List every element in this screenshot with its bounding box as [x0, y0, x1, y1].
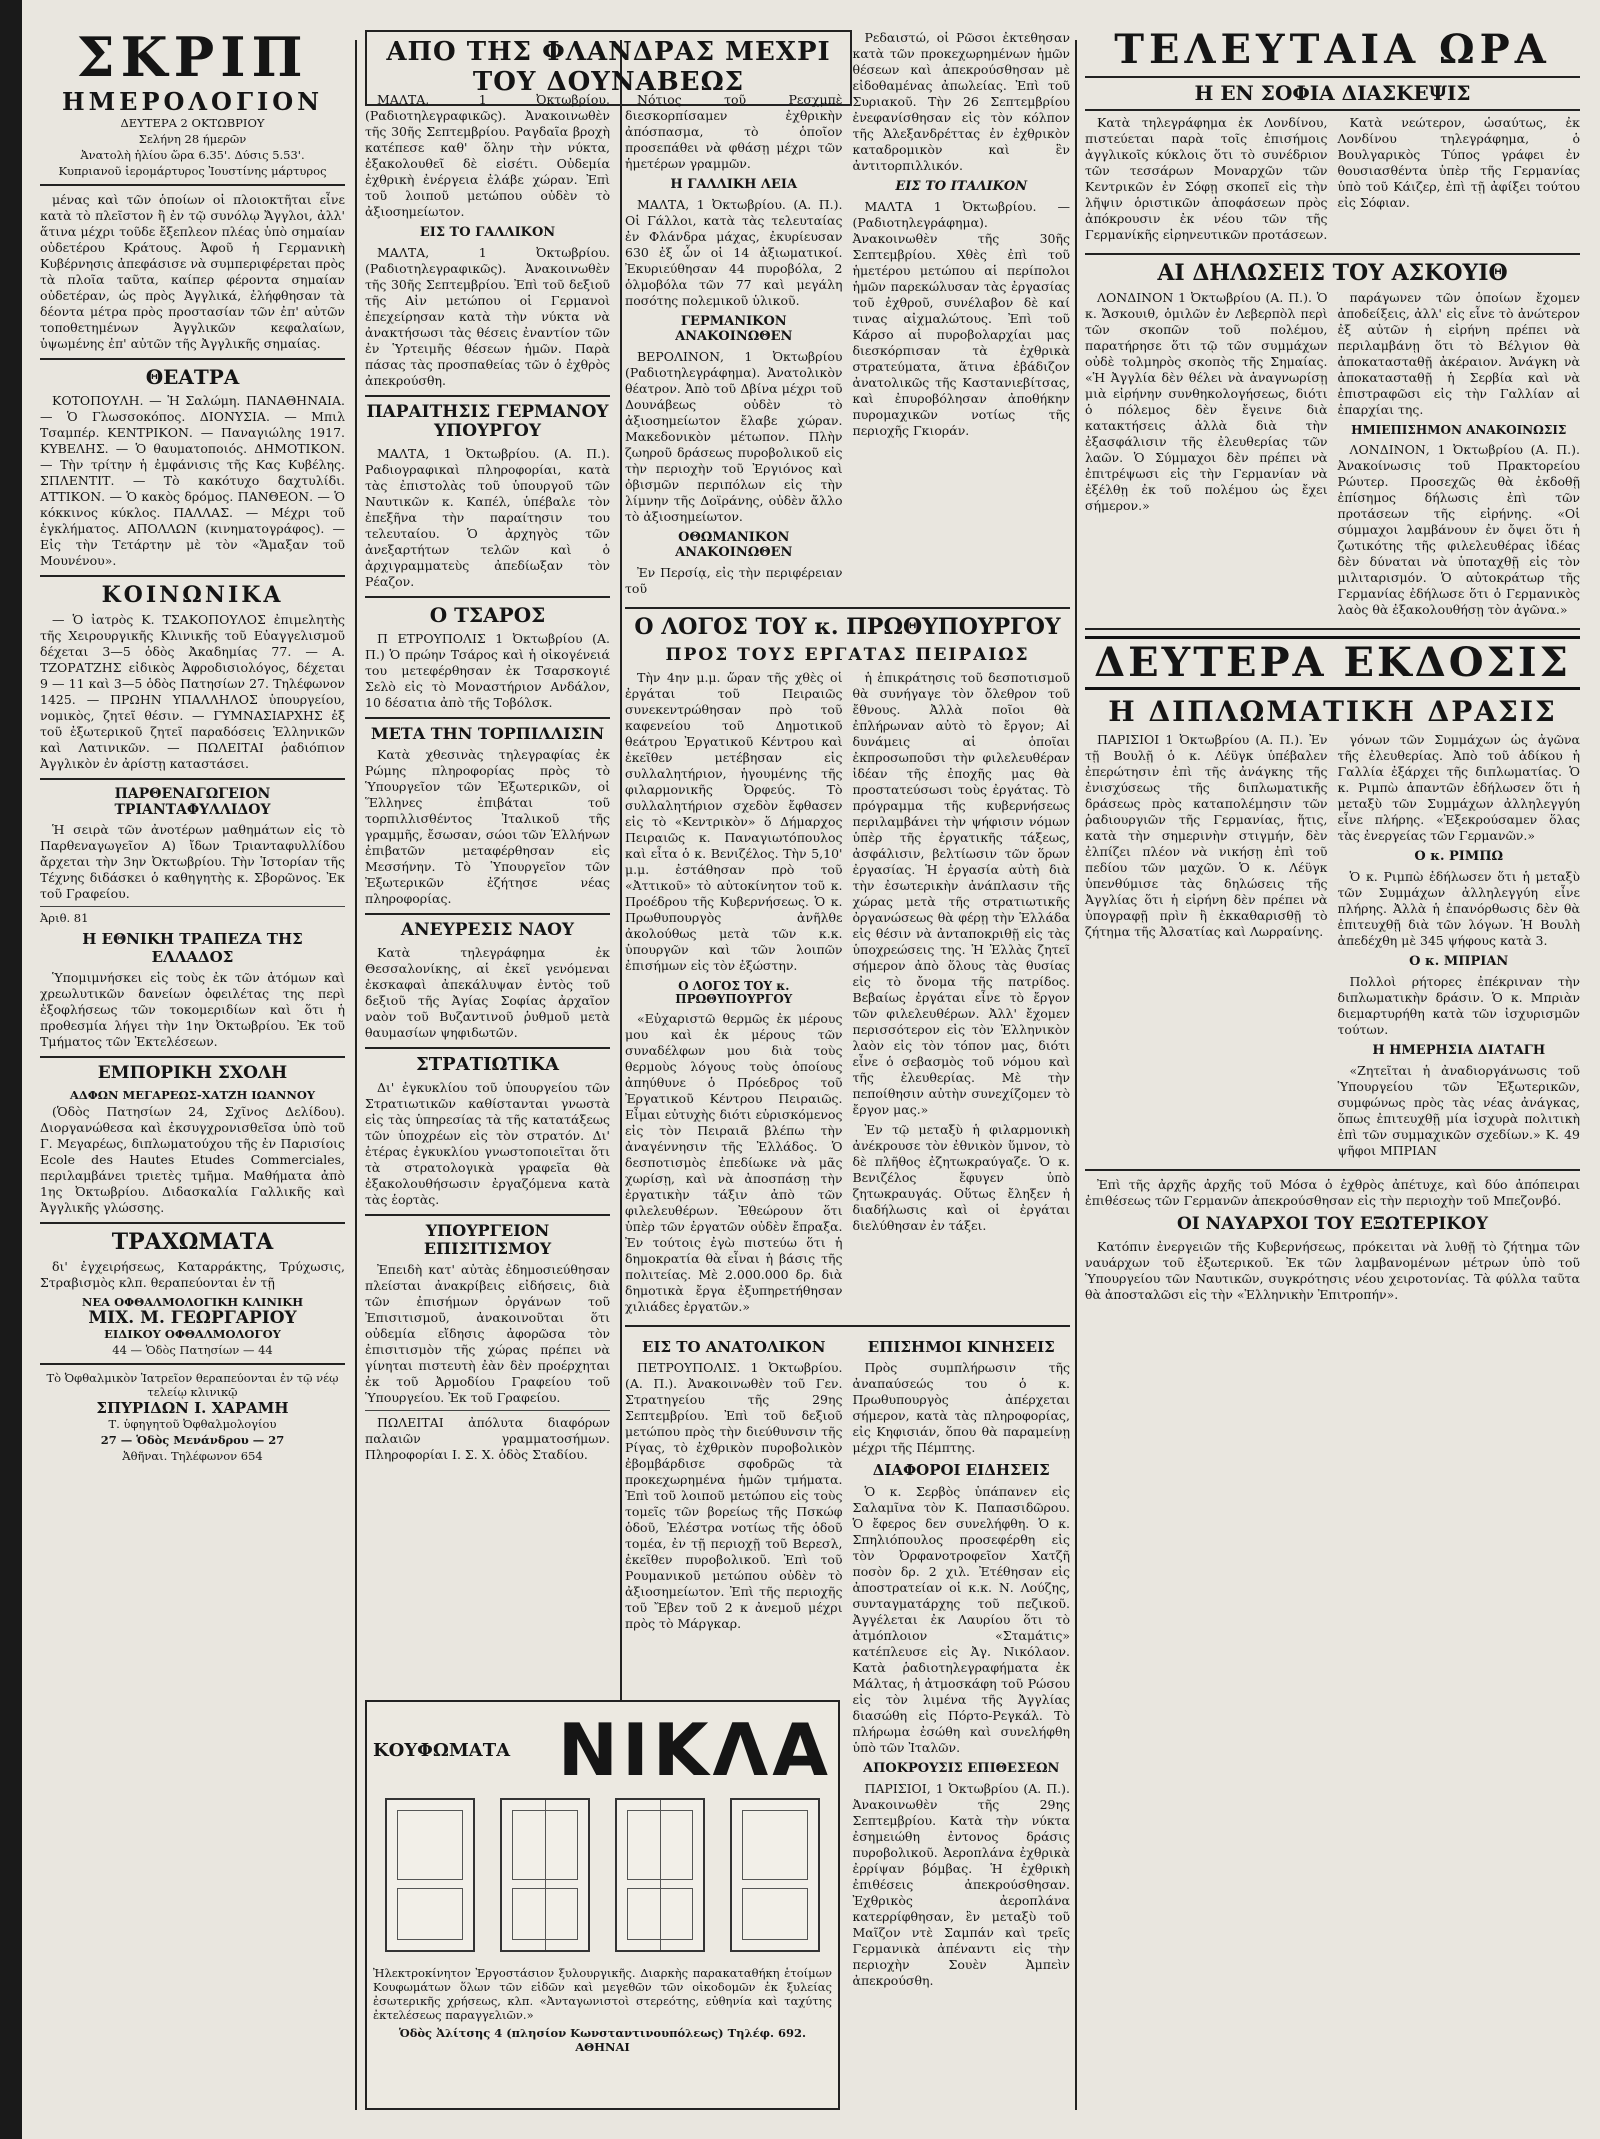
second-edition-masthead: ΔΕΥΤΕΡΑ ΕΚΔΟΣΙΣ: [1085, 636, 1580, 690]
ad-caption: Ἠλεκτροκίνητον Ἐργοστάσιον ξυλουργικῆς. Διαρκὴς παρακαταθήκη ἑτοίμων Κουφωμάτων ὅλων τῶν εἰδῶν καὶ μεγεθῶν τῶν οἰκοδομῶν ἐκ ξυλείας ἐσωτερικῆς χρήσεως, κλπ. «Ἀνταγωνιστοὶ στερεότης, εὐθηνία καὶ ταχύτης ἐκτελέσεως παραγγελιῶν.»: [373, 1966, 832, 2022]
divider: [1085, 253, 1580, 255]
military-text: Δι' ἐγκυκλίου τοῦ ὑπουργείου τῶν Στρατιωτικῶν καθίστανται γνωστὰ εἰς τὰς ὑπηρεσίας τὰ τῆς κατατάξεως τῶν ὑποχρέων εἰς τὸν στρατόν. Δι' ἑτέρας ἐγκυκλίου γνωστοποιεῖται ὅτι τὰ στρατολογικὰ γραφεῖα θὰ ἐξακολουθήσωσιν ἐργαζόμενα κατὰ τὰς ἑορτὰς.: [365, 1079, 610, 1207]
bank-notice: Ὑπομιμνήσκει εἰς τοὺς ἐκ τῶν ἀτόμων καὶ χρεωλυτικῶν δανείων ὀφειλέτας της περὶ ἐξοφλήσεως τῶν τοκομεριδίων καὶ ὅτι ἡ προθεσμία λήγει τὴν 1ην Ὀκτωβρίου. Ἐκ τοῦ Τμήματος τῶν Ἐκτελέσεων.: [40, 969, 345, 1049]
supply-heading: ΥΠΟΥΡΓΕΙΟΝ ΕΠΙΣΙΤΙΣΜΟΥ: [423, 1220, 552, 1259]
italian-front-heading: ΕΙΣ ΤΟ ΙΤΑΛΙΚΟΝ: [895, 179, 1028, 194]
clinic-address: 44 — Ὁδὸς Πατησίων — 44: [112, 1342, 273, 1357]
social-notes: — Ὁ ἰατρὸς Κ. ΤΣΑΚΟΠΟΥΛΟΣ ἐπιμελητὴς τῆς Χειρουργικῆς Κλινικῆς τοῦ Εὐαγγελισμοῦ δέχεται 3—5 ὁδὸς Ἀκαδημίας 77. — Α. ΤΖΟΡΑΤΖΗΣ εἰδικὸς Ἀφροδισιολόγος, δέχεται 9 — 11 καὶ 3—5 ὁδὸς Πατησίων 27. Τηλέφωνον 1425. — ΠΡΩΗΝ ΥΠΑΛΛΗΛΟΣ ὑπουργείου, νομικὸς, ζητεῖ θέσιν. — ΓΥΜΝΑΣΙΑΡΧΗΣ ἐξ τοῦ ἐξωτερικοῦ ζητεῖ παραδόσεις Ἑλληνικῶν καὶ Λατινικῶν. — ΠΩΛΕΙΤΑΙ ῥαδιόπιον Ἀγγλικὸν ἐν ἀρίστῃ καταστάσει.: [40, 612, 345, 772]
section-subheading: Ο ΛΟΓΟΣ ΤΟΥ κ. ΠΡΩΘΥΠΟΥΡΓΟΥ: [675, 978, 793, 1007]
bank-heading: Η ΕΘΝΙΚΗ ΤΡΑΠΕΖΑ ΤΗΣ ΕΛΛΑΔΟΣ: [82, 930, 303, 966]
sofia-body: [1085, 115, 1580, 247]
door-icon: [385, 1798, 475, 1952]
divider: [365, 596, 610, 598]
divider: [365, 717, 610, 719]
ad-category: ΚΟΥΦΩΜΑΤΑ: [373, 1739, 511, 1761]
pm-speech-subheading: ΠΡΟΣ ΤΟΥΣ ΕΡΓΑΤΑΣ ΠΕΙΡΑΙΩΣ: [665, 644, 1030, 665]
misc-news-text: Ὁ κ. Σερβὸς ὑπάπανεν εἰς Σαλαμῖνα τὸν Κ. Παπασιδῶρου. Ὁ ἔφερος δεν συνελήφθη. Ὁ κ. Σπηλιόπουλος προσεφέρθη εἰς τὸν Ὀρφανοτροφεῖον Χατζῆ ποσὸν δρ. 2 χιλ. Ἐτέθησαν εἰς ἀποστρατείαν οἱ κ.κ. Ν. Λούζης, συνταγματάρχης τοῦ πεζικοῦ. Ἀγγέλεται ἐκ Λαυρίου ὅτι τὸ ἀτμόπλοιον «Σταμάτις» κατέπλευσε εἰς Ἀγ. Νικόλαον. Κατὰ ῥαδιοτηλεγραφήματα ἐκ Μάλτας, ἡ ἀτμοσκάφη τοῦ Ρώσου εἰς τὸν λιμένα τῆς Ἀγγλίας διασώθη εἰς Πόρτο-Ρεγκάλ. Τὸ πλήρωμα ἐσώθη καὶ συνελήφθη ὑπὸ τῶν Ἰταλῶν.: [852, 1483, 1070, 1755]
divider: [40, 778, 345, 780]
scan-edge: [0, 0, 22, 2139]
article-text: Τὴν 4ην μ.μ. ὥραν τῆς χθὲς οἱ ἐργάται τοῦ Πειραιῶς συνεκεντρώθησαν πρὸ τοῦ καφενείου τοῦ Δημοτικοῦ θεάτρου Ἐργατικοῦ Κέντρου καὶ ἐκεῖθεν μετέβησαν εἰς συλλαλητήριον, ἡγουμένης τῆς φιλαρμονικῆς Ὀρφεύς. Τὸ συλλαλητήριον σχεδὸν ἔφθασεν εἰς τὸ «Κεντρικὸν» ὅ Δήμαρχος Πειραιῶς κ. Παναγιωτόπουλος καὶ εἶτα ὁ κ. Βενιζέλος. Τὴν 5,10' μ.μ. ἐστάθησαν πρὸ τοῦ «Ἀττικοῦ» τὸ αὐτοκίνητον τοῦ κ. Προέδρου τῆς Κυβερνήσεως. Ὁ κ. Πρωθυπουργὸς ἀνῆλθε ἀκολούθως μετὰ τῶν κ.κ. ὑπουργῶν καὶ τῶν λοιπῶν ἐπισήμων εἰς τὸν ἐξώστην.: [625, 669, 843, 973]
resignation-heading: ΠΑΡΑΙΤΗΣΙΣ ΓΕΡΜΑΝΟΥ ΥΠΟΥΡΓΟΥ: [366, 401, 609, 442]
article-text: ΠΑΡΙΣΙΟΙ 1 Ὀκτωβρίου (Α. Π.). Ἐν τῇ Βουλῇ ὁ κ. Λέϋγκ ὑπέβαλεν ἐπερώτησιν ἐπὶ τῆς ἀνάγκης τῆς ἐνισχύσεως τῆς διπλωματικῆς δράσεως πρὸς καταπολέμησιν τῶν ῥαδιουργιῶν τῆς Γερμανίας, ἥτις, κατὰ τὴν σημερινὴν στιγμήν, δὲν ἐλπίζει πλέον νὰ νικήσῃ ἐπὶ τοῦ πεδίου τῶν μαχῶν. Ὁ κ. Λέϋγκ ὑπενθύμισε τὰς δηλώσεις τῆς Ἀγγλίας ὅτι ἡ εἰρήνη δὲν πρέπει νὰ ὑπογραφῇ πρὶν ἢ ἐκκαθαρισθῇ τὸ ζήτημα τῆς Ἀλσατίας καὶ Λωρραίνης.: [1085, 732, 1328, 940]
clinic2-footer: Ἀθῆναι. Τηλέφωνον 654: [122, 1448, 263, 1463]
ad-illustration: [373, 1792, 832, 1962]
divider: [40, 906, 345, 907]
article-text: μένας καὶ τῶν ὁποίων οἱ πλοιοκτῆται εἶνε κατὰ τὸ πλεῖστον ἢ ἐν τῷ συνόλῳ Ἄγγλοι, ἀλλ' ἅτινα μέχρι τοῦδε ἔξεπλεον πλέας ὑπὸ σημαίαν οὐδετέρου Κράτους. Ἀφοῦ ἡ Γερμανικὴ Κυβέρνησις ἀπεφάσισε νὰ συμπεριφέρεται πρὸς τὰ πλοῖα ταῦτα, καίπερ φέροντα σημαίαν οὐδετέραν, ὡς πρὸς Ἀγγλικά, ἐλήφθησαν τὰ δέοντα μέτρα πρὸς προστασίαν τῶν ἐπ' αὐτῶν τοποθετημένων Ἀγγλικῶν κεφαλαίων, ὑψωμένης ἐπ' αὐτῶν τῆς Ἀγγλικῆς σημαίας.: [40, 192, 345, 351]
eastern-front-text: ΠΕΤΡΟΥΠΟΛΙΣ. 1 Ὀκτωβρίου. (Α. Π.). Ἀνακοινωθὲν τοῦ Γεν. Στρατηγείου τῆς 29ης Σεπτεμβρίου. Ἐπὶ τοῦ δεξιοῦ μετώπου πρὸς τὴν διεύθυνσιν τῆς Ρίγας, τὸ ἐχθρικὸν πυροβολικὸν ἐβομβάρδισε σφοδρῶς τὰ προκεχωρημένα ἡμῶν τμήματα. Ἐπὶ τοῦ λοιποῦ μετώπου εἰς τοὺς τομεῖς τῶν βορείως τῆς Πσκώφ ὁδοῦ, Ἐλέστρα νοτίως τῆς ὁδοῦ τομέα, ἐν τῇ περιοχῇ τοῦ Βερεσλ, ἐκεῖθεν πυροβολικοῦ. Ἐπὶ τοῦ Ρουμανικοῦ μετώπου οὐδὲν τὸ ἀξιοσημείωτον. Ἐπὶ τῆς περιοχῆς τοῦ Ἔβεν τοῦ 2 κ ἀνεμοῦ μέχρι πρὸς τὸ Μάργκαρ.: [625, 1360, 843, 1632]
almanac-line: Ἀνατολὴ ἡλίου ὥρα 6.35'. Δύσις 5.53'.: [80, 148, 305, 162]
divider: [1085, 1169, 1580, 1171]
school-heading: ΠΑΡΘΕΝΑΓΩΓΕΙΟΝ ΤΡΙΑΝΤΑΦΥΛΛΙΔΟΥ: [114, 786, 271, 819]
almanac-line: Κυπριανοῦ ἱερομάρτυρος Ἰουστίνης μάρτυρος: [58, 164, 327, 178]
ottoman-communique-text: Ἐν Περσίᾳ, εἰς τὴν περιφέρειαν τοῦ: [625, 564, 843, 596]
door-icon: [500, 1798, 590, 1952]
semiofficial-text: ΛΟΝΔΙΝΟΝ, 1 Ὀκτωβρίου (Α. Π.). Ἀνακοίνωσις τοῦ Πρακτορείου Ρώυτερ. Προσεχῶς θὰ ἐκδοθῇ ἐπίσημος δήλωσις ἐπὶ τῶν προτάσεων τῆς εἰρήνης. «Οἱ σύμμαχοι λαμβάνουν ἐν ὄψει ὅτι ἡ ζωτικότης τῆς φιλελευθέρας ἰδέας δὲν δύναται νὰ ὑποταχθῇ εἰς τὸν μιλιταρισμόν. Ὁ αὐτοκράτωρ τῆς Γερμανίας ἐδήλωσε ὅτι ὁ Γερμανικὸς λαὸς θὰ ἐξακολουθήσῃ τὸν ἀγῶνα.»: [1337, 442, 1580, 618]
commercial-school-heading: ΕΜΠΟΡΙΚΗ ΣΧΟΛΗ: [97, 1062, 288, 1083]
official-movements-heading: ΕΠΙΣΗΜΟΙ ΚΙΝΗΣΕΙΣ: [867, 1338, 1055, 1357]
semiofficial-heading: ΗΜΙΕΠΙΣΗΜΟΝ ΑΝΑΚΟΙΝΩΣΙΣ: [1351, 423, 1567, 438]
divider: [40, 184, 345, 186]
divider: [625, 1325, 1070, 1327]
article-text: ΜΑΛΤΑ, 1 Ὀκτωβρίου. (Ραδιοτηλεγραφικῶς). Ἀνακοινωθὲν τῆς 30ῆς Σεπτεμβρίου. Ραγδαῖα βροχὴ κατέπεσε καθ' ὅλην τὴν νύκτα, ἐξακολουθεῖ δὲ εἰσέτι. Οὐδεμία ἐχθρικὴ ἐνέργεια ἐλάβε χώραν. Ἐπὶ τοῦ λοιποῦ μετώπου οὐδὲν τὸ ἀξιοσημείωτον.: [365, 92, 610, 219]
tsar-text: Π ΕΤΡΟΥΠΟΛΙΣ 1 Ὀκτωβρίου (Α. Π.) Ὁ πρώην Τσάρος καὶ ἡ οἰκογένειά του μετεφέρθησαν ἐκ Τσαρσκογιέ Σελὸ εἰς τὸ Μοναστήριον Ανδάλον, 10 δέσατια ἀπὸ τῆς Τοβόλσκ.: [365, 631, 610, 711]
diplomatic-heading: Η ΔΙΠΛΩΜΑΤΙΚΗ ΔΡΑΣΙΣ: [1108, 695, 1557, 729]
military-heading: ΣΤΡΑΤΙΩΤΙΚΑ: [416, 1053, 559, 1075]
diplomatic-body: [1085, 732, 1580, 1163]
attacks-repelled-heading: ΑΠΟΚΡΟΥΣΙΣ ΕΠΙΘΕΣΕΩΝ: [863, 1760, 1060, 1776]
divider: [625, 607, 1070, 609]
column-rule: [355, 40, 357, 2110]
almanac-line: Σελήνη 28 ήμερῶν: [138, 132, 247, 146]
ad-brand: ΝΙΚΛΑ: [557, 1708, 832, 1792]
date-line: ΔΕΥΤΕΡΑ 2 ΟΚΤΩΒΡΙΟΥ: [120, 116, 265, 130]
school-notice: Ἡ σειρὰ τῶν ἀνοτέρων μαθημάτων εἰς τὸ Παρθεναγωγεῖον Α) ἴδων Τριανταφυλλίδου ἄρχεται τὴν 3ην Ὀκτωβρίου. Τὴν Ἱστορίαν τῆς Τέχνης διδάσκει ὁ καθηγητὴς κ. Σβορῶνος. Ἐκ τοῦ Γραφείου.: [40, 822, 345, 902]
ad-header: [373, 1708, 832, 1792]
clinic2-text: Τὸ Ὀφθαλμικὸν Ἰατρεῖον θεραπεύονται ἐν τῷ νέῳ τελείῳ κλινικῷ: [46, 1370, 339, 1399]
order-heading: Η ΗΜΕΡΗΣΙΑ ΔΙΑΤΑΓΗ: [1372, 1043, 1546, 1059]
column-1: [40, 25, 345, 2120]
article-text: ΛΟΝΔΙΝΟΝ 1 Ὀκτωβρίου (Α. Π.). Ὁ κ. Ἄσκουιθ, ὁμιλῶν ἐν Λεβερπὸλ περὶ τῶν σκοπῶν τοῦ πολέμου, παρατήρησε ὅτι τῷ τῶν συμμάχων οὐδὲ τολμηρὸς σκοπὸς τῆς Σημαίας. «Ἡ Ἀγγλία δὲν θέλει νὰ ἀναγνωρίσῃ μιὰ εἰρήνην συνθηκολογήσεως, διότι ὁ πόλεμος δὲν ἔγεινε διὰ κατακτήσεις ἀλλὰ διὰ τὴν ἐξασφάλισιν τῆς ἐλευθερίας τῶν λαῶν. Ὁ Σύμμαχοι δὲν πρέπει νὰ ἐπιτρέψωσι εἰς τὴν Γερμανίαν νὰ ἐξέλθῃ ἐκ τοῦ πολέμου ὡς ἔχει σήμερον.»: [1085, 290, 1328, 514]
german-communique-heading: ΓΕΡΜΑΝΙΚΟΝ ΑΝΑΚΟΙΝΩΘΕΝ: [675, 313, 793, 344]
article-text: Ρεδαιστώ, οἱ Ρῶσοι ἐκτεθησαν κατὰ τῶν προκεχωρημένων ἡμῶν θέσεων καὶ ἀπεκρούσθησαν μὲ εἰδοθαμένας ἀπωλείας. Ἐπὶ τοῦ Συριακοῦ. Τὴν 26 Σεπτεμβρίου ἐνεφανίσθησαν εἰς τὸν κόλπον τῆς Ἀλεξανδρέττας ἐν ἐχθρικὸν καταδρομικὸν καὶ ἓν ἀντιτορπιλλικόν.: [852, 30, 1070, 173]
order-text: «Ζητεῖται ἡ ἀναδιοργάνωσις τοῦ Ὑπουργείου τῶν Ἐξωτερικῶν, συμφώνως πρὸς τὰς νέας ἀνάγκας, ὅπως ἐπιτευχθῇ μία ἰσχυρὰ πολιτικὴ ἐπὶ τῶν συμμαχικῶν σχεδίων.» Κ. 49 ψῆφοι ΜΠΡΙΑΝ: [1337, 1063, 1580, 1159]
clinic2-sub: Τ. ὑφηγητοῦ Ὀφθαλμολογίου: [108, 1416, 277, 1431]
clinic-doctor: ΜΙΧ. Μ. ΓΕΩΡΓΑΡΙΟΥ: [88, 1307, 297, 1328]
section-subheading: Η ΓΑΛΛΙΚΗ ΛΕΙΑ: [670, 177, 798, 192]
admirals-heading: ΟΙ ΝΑΥΑΡΧΟΙ ΤΟΥ ΕΞΩΤΕΡΙΚΟΥ: [1176, 1214, 1488, 1235]
divider: [365, 913, 610, 915]
article-text: γόνων τῶν Συμμάχων ὡς ἀγῶνα τῆς ἐλευθερίας. Ἀπὸ τοῦ ἀδίκου ἡ Γαλλία ἐξάρχει τῆς διπλωματίας. Ὁ κ. Ριμπὼ ἀπαντῶν ἐδήλωσεν ὅτι ἡ μεταξὺ τῶν Συμμάχων ἀλληλεγγύη εἶνε πλήρης. «Ἐξεκρούσαμεν ὅλας τὰς ἐνεργείας τῶν Γερμανῶν.»: [1337, 732, 1580, 844]
torpedo-heading: ΜΕΤΑ ΤΗΝ ΤΟΡΠΙΛΛΙΣΙΝ: [370, 724, 605, 744]
resignation-text: ΜΑΛΤΑ, 1 Ὀκτωβρίου. (Α. Π.). Ραδιογραφικαὶ πληροφορίαι, κατὰ τὰς ἐπιστολὰς τοῦ ὑπουργοῦ τῶν Ναυτικῶν κ. Καπέλ, ὑπέβαλε τὸν ἐπεξῆνα τὴν παραίτησιν του τελευταίου. Ὁ ἀρχηγὸς τῶν ἀνεξαρτήτων τελῶν καὶ ὁ ἀρχιγραμματεὺς ἀπεδίωξαν τὸν Ρέαζον.: [365, 446, 610, 590]
eastern-front-heading: ΕΙΣ ΤΟ ΑΝΑΤΟΛΙΚΟΝ: [642, 1338, 826, 1357]
briand-heading: Ο κ. ΜΠΡΙΑΝ: [1409, 954, 1509, 970]
ribot-heading: Ο κ. ΡΙΜΠΩ: [1414, 849, 1504, 865]
clinic-line: ΝΕΑ ΟΦΘΑΛΜΟΛΟΓΙΚΗ ΚΛΙΝΙΚΗ: [81, 1294, 304, 1309]
notice-number: Ἀριθ. 81: [40, 911, 89, 926]
commercial-school-text: (Ὁδὸς Πατησίων 24, Σχῖνος Δελίδου). Διοργανώθεσα καὶ ἐκσυγχρονισθεῖσα ὑπὸ τοῦ Γ. Μεγαρέως, διπλωματούχου τῆς ἐν Παρισίοις Ecole des Hautes Etudes Commerciales, περιλαμβάνει τριετὲς τμῆμα. Μαθήματα ἀπὸ 1ης Ὀκτωβρίου. Διδασκαλία Γαλλικῆς καὶ Ἀγγλικῆς γλώσσης.: [40, 1103, 345, 1215]
ad-address: Ὁδὸς Ἀλίτσης 4 (πλησίον Κωνσταντινουπόλεως) Τηλέφ. 692. ΑΘΗΝΑΙ: [398, 2026, 807, 2054]
masthead-skrip: ΣΚΡΙΠ: [76, 25, 309, 89]
divider: [365, 1047, 610, 1049]
tsar-heading: Ο ΤΣΑΡΟΣ: [429, 603, 546, 628]
supply-text: Ἐπειδὴ κατ' αὐτὰς ἐδημοσιεύθησαν πλείσται ἀνακρίβεις εἰδήσεις, διὰ τῶν ἐπισήμων ὀργάνων τοῦ Ἐπισιτισμοῦ, ἀνακοινοῦται ὅτι οὐδεμία εἴδησις ἀφορῶσα τὸν ἐπισιτισμὸν τῆς χώρας πρέπει νὰ γίνηται πιστευτὴ ἐὰν δὲν προέρχηται ἐκ τοῦ Ἀρμοδίου Γραφείου τοῦ Ὑπουργείου. Ἐκ τοῦ Γραφείου.: [365, 1262, 610, 1406]
divider: [40, 1056, 345, 1058]
trachoma-heading: ΤΡΑΧΩΜΑΤΑ: [111, 1228, 274, 1255]
pm-speech-heading: Ο ΛΟΓΟΣ ΤΟΥ κ. ΠΡΩΘΥΠΟΥΡΓΟΥ: [634, 613, 1061, 640]
commercial-school-sub: ΑΔΦΩΝ ΜΕΓΑΡΕΩΣ-ΧΑΤΖΗ ΙΩΑΝΝΟΥ: [69, 1087, 316, 1102]
divider: [365, 1410, 610, 1411]
clinic2-doctor: ΣΠΥΡΙΔΩΝ Ι. ΧΑΡΑΜΗ: [96, 1398, 289, 1417]
front-banner: ΑΠΟ ΤΗΣ ΦΛΑΝΔΡΑΣ ΜΕΧΡΙ ΤΟΥ ΔΟΥΝΑΒΕΩΣ: [365, 30, 852, 106]
asquith-heading: ΑΙ ΔΗΛΩΣΕΙΣ ΤΟΥ ΑΣΚΟΥΙΘ: [1157, 260, 1508, 286]
briand-text: Πολλοὶ ρήτορες ἐπέκριναν τὴν διπλωματικὴν δράσιν. Ὁ κ. Μπριὰν διεμαρτυρήθη κατὰ τῶν ἰσχυρισμῶν τούτων.: [1337, 974, 1580, 1038]
divider: [365, 1214, 610, 1216]
social-heading: ΚΟΙΝΩΝΙΚΑ: [101, 582, 284, 608]
torpedo-text: Κατὰ χθεσινὰς τηλεγραφίας ἐκ Ρώμης πληροφορίας πρὸς τὸ Ὑπουργεῖον τῶν Ἐξωτερικῶν, οἱ Ἕλληνες ἐπιβάται τοῦ τορπιλλισθέντος Ἰταλικοῦ τῆς γραμμῆς, ἔσωσαν, σώοι τῶν Ἑλλήνων ἐπιβατῶν μεταφέρθησαν εἰς Μεσσήνην. Τὸ Ὑπουργεῖον τῶν Ἐξωτερικῶν ἐζήτησε νέας πληροφορίας.: [365, 747, 610, 907]
article-text: Ἐπὶ τῆς ἀρχῆς ἀρχῆς τοῦ Μόσα ὁ ἐχθρὸς ἀπέτυχε, καὶ δύο ἀπόπειραι ἐπιθέσεως τῶν Γερμανῶν ἀπεκρούσθησαν εἰς τὴν περιοχὴν τοῦ Μπεζονβό.: [1085, 1177, 1580, 1209]
asquith-body: [1085, 290, 1580, 622]
misc-news-heading: ΔΙΑΦΟΡΟΙ ΕΙΔΗΣΕΙΣ: [872, 1461, 1050, 1480]
article-text: Κατὰ τηλεγράφημα ἐκ Λονδίνου, πιστεύεται παρὰ τοῖς ἐπισήμοις ἀγγλικοῖς κύκλοις ὅτι τὸ συνέδριον τῶν τεσσάρων Μοναρχῶν τῶν Κεντρικῶν ἐν Σόφῃ σκοπεῖ εἰς τὴν λῆψιν ὁριστικῶν ἀποφάσεων πρὸς ἀπόκρουσιν ἐκ νέου τῶν τῆς Γερμανίκῆς εἰρηνευτικῶν προτάσεων.: [1085, 115, 1328, 242]
news-top-row: [625, 30, 1070, 601]
article-text: ΜΑΛΤΑ, 1 Ὀκτωβρίου. (Α. Π.). Οἱ Γάλλοι, κατὰ τὰς τελευταίας ἐν Φλάνδρα μάχας, ἐκυρίευσαν 630 ἐξ ὧν οἱ 14 ἀξιωματικοί. Ἐκυριεύθησαν 44 πυροβόλα, 2 ὁλμοβόλα τῶν 77 καὶ μεγάλη ποσότης πολεμικοῦ ὑλικοῦ.: [625, 196, 843, 308]
sofia-heading: Η ΕΝ ΣΟΦΙΑ ΔΙΑΣΚΕΨΙΣ: [1085, 76, 1580, 111]
column-4: [1085, 26, 1580, 2120]
column-rule: [1075, 40, 1077, 2110]
ribot-text: Ὁ κ. Ριμπὼ ἐδήλωσεν ὅτι ἡ μεταξὺ τῶν Συμμάχων ἀλληλεγγύη εἶνε πλήρης. Ἀλλὰ ἡ ἐπανόρθωσις δὲν θὰ ἐπιτευχθῇ διὰ τῶν λόγων. Ἡ Βουλὴ ἀπεδέχθη μὲ 345 ψήφους κατὰ 3.: [1337, 869, 1580, 949]
article-text: Κατὰ νεώτερον, ὡσαύτως, ἐκ Λονδίνου τηλεγράφημα, ὁ Βουλγαρικὸς Τύπος γράφει ἐν θουσιασθέντα ὑπὲρ τῆς Γερμανίας ὑπὸ τοῦ Κάιζερ, ἐπὶ τῇ ἀφίξει τούτου εἰς Σόφιαν.: [1337, 115, 1580, 210]
theatre-heading: ΘΕΑΤΡΑ: [145, 365, 240, 389]
article-text: Νότιος τοῦ Ρεσχμπὲ διεσκορπίσαμεν ἐχθρικὴν ἀπόσπασμα, τὸ ὁποῖον προσεπάθει νὰ φθάσῃ μέχρι τῶν ἡμετέρων γραμμῶν.: [625, 92, 843, 171]
article-text: Ἐν τῷ μεταξὺ ἡ φιλαρμονικὴ ἀνέκρουσε τὸν ἐθνικὸν ὕμνον, τὸ δὲ πλῆθος ἐζητωκραύγαζε. Ὁ κ. Βενιζέλος ἔφυγεν ὑπὸ ζητωκραυγάς. Οὕτως ἔληξεν ἡ διαδήλωσις καὶ οἱ ἐργάται διελύθησαν ἐν τάξει.: [852, 1121, 1070, 1233]
door-icon: [615, 1798, 705, 1952]
divider: [40, 1363, 345, 1365]
calendar-title: ΗΜΕΡΟΛΟΓΙΟΝ: [61, 87, 324, 116]
sale-notice: ΠΩΛΕΙΤΑΙ ἀπόλυτα διαφόρων παλαιῶν γραμματοσήμων. Πληροφορίαι Ι. Σ. Χ. ὁδὸς Σταδίου.: [365, 1415, 610, 1463]
temple-heading: ΑΝΕΥΡΕΣΙΣ ΝΑΟΥ: [400, 920, 575, 941]
article-text: «Εὐχαριστῶ θερμῶς ἐκ μέρους μου καὶ ἐκ μέρους τῶν συναδέλφων μου διὰ τοὺς θερμοὺς λόγους τοὺς ὁποίους ἀπηύθυνε ὁ Πρόεδρος τοῦ Ἐργατικοῦ Κέντρου Πειραιῶς. Εἶμαι εὐτυχὴς διότι εὑρισκόμενος εἰς τὸν Πειραιᾶ βλέπω τὴν ἀναγέννησιν τῆς Ἑλλάδος. Ὁ δεσποτισμὸς ἐπεδίωκε νὰ μᾶς χωρίσῃ, καὶ νὰ ἀποσπάσῃ τὴν ἐργατικὴν τάξιν ἀπὸ τῶν φιλελευθέρων. Ἐθεώρουν ὅτι ὑπὲρ τῶν ἐργατῶν οὐδὲν ἔπραξα. Ἐν τούτοις ἐγὼ πιστεύω ὅτι ἡ δημοκρατία θὰ εἶναι ἡ βάσις τῆς πολιτείας. Μὲ 2.000.000 δρ. διὰ δημοτικὰ ἔργα ἐξυπηρετήθησαν χιλιάδες ἐργατῶν.»: [625, 1011, 843, 1315]
pm-speech-body: [625, 670, 1070, 1320]
temple-text: Κατὰ τηλεγράφημα ἐκ Θεσσαλονίκης, αἱ ἐκεῖ γενόμεναι ἐκσκαφαὶ ἀπεκάλυψαν ἐντὸς τοῦ δεξιοῦ τῆς Ἀγίας Σοφίας ἀρχαῖον ναὸν τοῦ Βυζαντινοῦ ῥυθμοῦ μετὰ θαυμασίων ψηφιδωτῶν.: [365, 944, 610, 1040]
ottoman-communique-heading: ΟΘΩΜΑΝΙΚΟΝ ΑΝΑΚΟΙΝΩΘΕΝ: [675, 529, 793, 560]
section-subheading: ΕΙΣ ΤΟ ΓΑΛΛΙΚΟΝ: [419, 225, 556, 240]
article-text: ΜΑΛΤΑ, 1 Ὀκτωβρίου. (Ραδιοτηλεγραφικῶς). Ἀνακοινωθὲν τῆς 30ῆς Σεπτεμβρίου. Ἐπὶ τοῦ δεξιοῦ τῆς Αἰν μετώπου οἱ Γερμανοὶ ἐπεχείρησαν κατὰ τὴν νύκτα νὰ ἀνακτήσωσι τὰς θέσεις ἐναντίον τῶν ἐν Ὑρτειμῆς θέσεων ἡμῶν. Παρὰ πάσας τὰς προσπαθείας τῶν ὁ ἐχθρὸς ἀπεκρούσθη.: [365, 244, 610, 388]
masthead-last-hour: ΤΕΛΕΥΤΑΙΑ ΩΡΑ: [1114, 26, 1551, 73]
german-communique-text: ΒΕΡΟΛΙΝΟΝ, 1 Ὀκτωβρίου (Ραδιοτηλεγράφημα). Ἀνατολικὸν θέατρον. Ἀπὸ τοῦ Δβίνα μέχρι τοῦ Δουνάβεως οὐδὲν τὸ ἀξιοσημείωτον ἔλαβε χώραν. Μακεδονικὸν μέτωπον. Πλὴν ζωηροῦ δράσεως πυροβολικοῦ εἰς τὴν περιοχὴν τοῦ Ἐργιόνος καὶ ὀβισμῶν περιπόλων εἰς τὴν λίμνην τῆς Δοϊράνης, οὐδὲν ἄλλο τὸ ἀξιοσημείωτον.: [625, 348, 843, 524]
clinic2-address: 27 — Ὁδὸς Μενάνδρου — 27: [100, 1432, 285, 1447]
divider: [40, 358, 345, 360]
divider: [365, 395, 610, 397]
door-icon: [730, 1798, 820, 1952]
italian-front-text: ΜΑΛΤΑ 1 Ὀκτωβρίου. — (Ραδιοτηλεγράφημα). Ἀνακοινωθὲν τῆς 30ῆς Σεπτεμβρίου. Χθὲς ἐπὶ τοῦ ἡμετέρου μετώπου αἱ περίπολοι ἡμῶν παρεκώλυσαν τὰς ἐργασίας τοῦ ἐχθροῦ, συνέλαβον δὲ καί τινας αἰχμαλώτους. Ἐπὶ τοῦ Κάρσο αἱ πυροβολαρχίαι μας διεσκόρπισαν τὰ ἐχθρικὰ στρατεύματα, ἅτινα ἐβάδιζον ἀνατολικῶς τῆς Καστανιεβίτσας, καὶ ἐπυροβόλησαν ἀποθήκην πυρομαχικῶν νοτίως τῆς περιοχῆς Γκιοράν.: [852, 198, 1070, 438]
theatre-listings: ΚΟΤΟΠΟΥΛΗ. — Ἡ Σαλώμη. ΠΑΝΑΘΗΝΑΙΑ. — Ὁ Γλωσσοκόπος. ΔΙΟΝΥΣΙΑ. — Μπιλ Τσαμπέρ. ΚΕΝΤΡΙΚΟΝ. — Παναγιώλης 1917. ΚΥΒΕΛΗΣ. — Ὁ θαυματοποιός. ΔΗΜΟΤΙΚΟΝ. — Τὴν τρίτην ἡ ἐμφάνισις τῆς Κας Κυβέλης. ΣΠΛΕΝΤΙΤ. — Τὸ κακότυχο δαχτυλίδι. ΑΤΤΙΚΟΝ. — Ὁ κακὸς δρόμος. ΠΑΝΘΕΟΝ. — Ὁ κόκκινος κύκλος. ΠΑΛΛΑΣ. — Μέχρι τοῦ ἐγκλήματος. ΑΠΟΛΛΩΝ (κινηματογράφος). — Εἰς τὴν Τετάρτην μὲ τὸν «Ἄμαξαν τοῦ Μουνένου».: [40, 393, 345, 568]
advertisement-niklas: [365, 1700, 840, 2110]
divider: [40, 1222, 345, 1224]
attacks-repelled-text: ΠΑΡΙΣΙΟΙ, 1 Ὀκτωβρίου (Α. Π.). Ἀνακοινωθὲν τῆς 29ης Σεπτεμβρίου. Κατὰ τὴν νύκτα ἐσημειώθη ἐντονος δράσις πυροβολικοῦ. Ἀεροπλάνα ἐχθρικὰ ἐρρίψαν βόμβας. Ἡ ἐχθρικὴ ἐπιθέσεις ἀπεκρούσθησαν. Ἐχθρικὸς ἀεροπλάνα κατερρίφθησαν, ἓν μεταξὺ τοῦ Μαῖζον ντὲ Σαμπάν καὶ τρεῖς Γερμανικὰ ἀπέναντι εἰς τὴν περιοχὴν Σουὲν Ἀμπεὶν ἀπεκρούσθη.: [852, 1780, 1070, 1988]
divider: [40, 575, 345, 577]
clinic-line: ΕΙΔΙΚΟΥ ΟΦΘΑΛΜΟΛΟΓΟΥ: [104, 1326, 281, 1341]
trachoma-text: δι' ἐγχειρήσεως, Καταρράκτης, Τρύχωσις, Στραβισμὸς κλπ. θεραπεύονται ἐν τῇ: [40, 1258, 345, 1290]
official-movements-text: Πρὸς συμπλήρωσιν τῆς ἀναπαύσεώς του ὁ κ. Πρωθυπουργὸς ἀπέρχεται σήμερον, κατὰ τὰς πληροφορίας, εἰς Κηφισιάν, ὅπου θὰ παραμείνῃ μέχρι τῆς Πέμπτης.: [852, 1360, 1070, 1456]
article-text: παράγωνεν τῶν ὁποίων ἔχομεν ἀποδείξεις, ἀλλ' εἰς εἶνε τὸ ἀνώτερον ἐξ αὐτῶν ἡ εἰρήνη πρέπει νὰ περιλαμβάνῃ ὅτι τὸ Βέλγιον θὰ ἀποκατασταθῇ ἀκέραιον. Ἀνάγκη νὰ ἀποκατασταθῇ ἡ Σερβία καὶ νὰ ἐπιστραφῶσι εἰς τὴν Γαλλίαν αἱ ἐπαρχίαι της.: [1337, 290, 1580, 418]
article-text: ἡ ἐπικράτησις τοῦ δεσποτισμοῦ θὰ συνήγαγε τὸν ὄλεθρον τοῦ ἔθνους. Ἀλλὰ ποῖοι θὰ ἐπλήρωναν αὐτὸ τὸ ἔργον; Αἱ δυνάμεις αἱ ὁποῖαι ἐκπροσωποῦσι τὴν φιλελευθέραν ἰδέαν τῆς ἐποχῆς μας θὰ προστατεύσωσι τοὺς ἐργάτας. Τὸ πρόγραμμα τῆς κυβερνήσεως περιλαμβάνει τὴν ψήφισιν νόμων ὑπὲρ τῆς ἐργατικῆς τάξεως, ἀσφάλισιν, βελτίωσιν τῶν ὅρων ἐργασίας. Ἡ ἐργασία αὐτὴ διὰ τὴν ἐσωτερικὴν ἀνάπλασιν τῆς χώρας μετὰ τῆς στρατιωτικῆς ὀργανώσεως θὰ φέρῃ τὴν Ἑλλάδα εἰς θέσιν νὰ ἀνταποκριθῇ εἰς τὰς ὑποχρεώσεις της. Ἡ Ἑλλὰς ζητεῖ σήμερον ἀπὸ ὅλους τὰς θυσίας εἰς τὸ ὄνομα τῆς πατρίδος. Βεβαίως ἐργάται εἶνε τὸ ἔργον τῶν φιλελευθέρων. Ἀλλ' ἔχομεν περισσότερον εἰς τὸν Ἑλληνικὸν λαὸν εἰς τὸν τόπον μας, διότι εἶνε ὁ σεβασμὸς τοῦ νόμου καὶ τῆς ἐλευθερίας. Μὲ τὴν πεποίθησιν αὐτὴν συνεχίζομεν τὸ ἔργον μας.»: [852, 669, 1070, 1117]
divider: [1085, 628, 1580, 630]
admirals-text: Κατόπιν ἐνεργειῶν τῆς Κυβερνήσεως, πρόκειται νὰ λυθῇ τὸ ζήτημα τῶν ναυάρχων τοῦ ἐξωτερικοῦ. Ἐκ τῶν λαμβανομένων μέτρων ὑπὸ τοῦ Ὑπουργείου τῶν Ναυτικῶν, συγκρότησις νέου χειροτονίας. Τὰ φύλλα ταῦτα θὰ ἀποσταλῶσι εἰς τὴν «Ἑλληνικὴν Ἐπιτροπήν».: [1085, 1238, 1580, 1302]
